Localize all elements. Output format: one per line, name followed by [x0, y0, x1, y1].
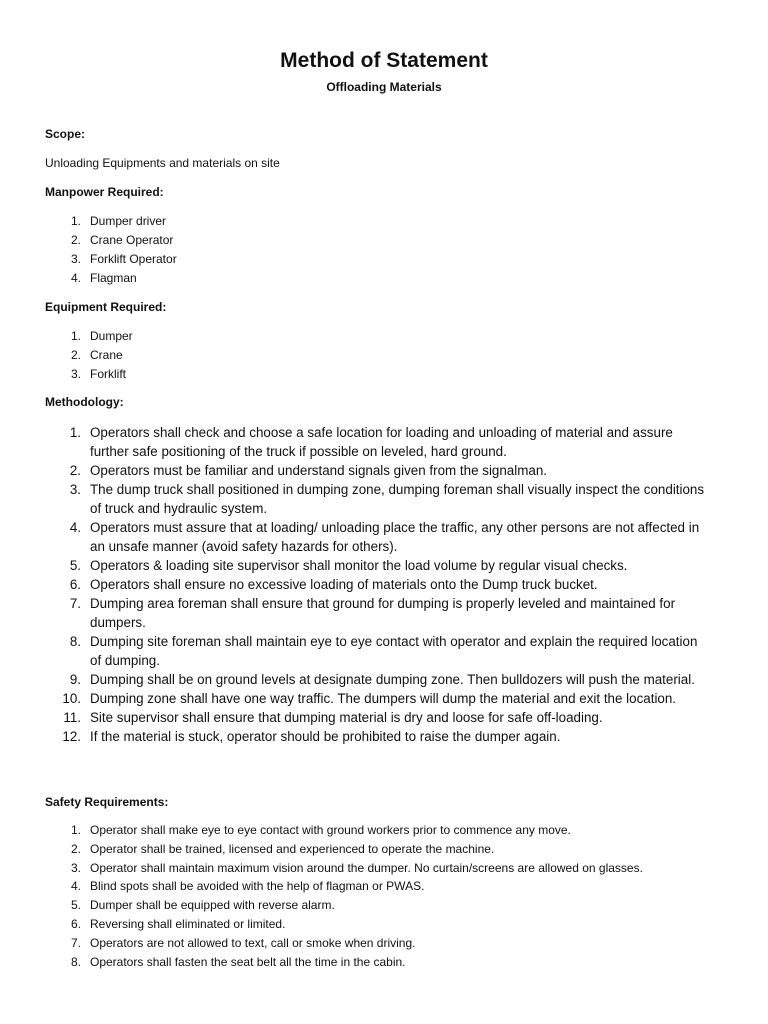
list-item: 8. Dumping site foreman shall maintain eye to eye contact with operator and explain the required location of dumping.	[69, 634, 698, 668]
list-item: 1. Dumper	[70, 329, 133, 343]
list-item: 4. Operators must assure that at loading/ unloading place the traffic, any other persons are not affected in an unsafe manner (avoid safety hazards for others).	[69, 520, 700, 554]
list-item: 7. Dumping area foreman shall ensure that ground for dumping is properly leveled and maintained for dumpers.	[69, 596, 676, 630]
document-subtitle: Offloading Materials	[326, 80, 442, 94]
methodology-heading: Methodology:	[45, 395, 124, 409]
list-item: 6. Reversing shall eliminated or limited.	[70, 916, 286, 931]
list-item: 1. Operator shall make eye to eye contact with ground workers prior to commence any move.	[70, 823, 571, 837]
list-item: 3. The dump truck shall positioned in dumping zone, dumping foreman shall visually inspect the conditions of truck and hydraulic system.	[69, 482, 705, 516]
list-item: 5. Operators & loading site supervisor shall monitor the load volume by regular visual checks.	[69, 558, 628, 573]
list-item: 8. Operators shall fasten the seat belt all the time in the cabin.	[70, 954, 406, 969]
list-item: 4. Blind spots shall be avoided with the help of flagman or PWAS.	[70, 879, 425, 894]
list-item: 4. Flagman	[70, 271, 137, 285]
list-item: 3. Forklift Operator	[70, 252, 177, 266]
scope-heading: Scope:	[45, 127, 86, 141]
list-item: 1. Operators shall check and choose a safe location for loading and unloading of material and assure further safe positioning of the truck if possible on leveled, hard ground.	[69, 425, 673, 459]
list-item: 6. Operators shall ensure no excessive loading of materials onto the Dump truck bucket.	[69, 577, 598, 592]
list-item: 12. If the material is stuck, operator should be prohibited to raise the dumper again.	[62, 729, 561, 744]
equipment-list	[0, 327, 768, 384]
list-item: 10. Dumping zone shall have one way traffic. The dumpers will dump the material and exit the location.	[62, 691, 677, 706]
list-item: 1. Dumper driver	[70, 214, 167, 228]
safety-heading: Safety Requirements:	[45, 795, 169, 809]
manpower-list	[0, 212, 768, 288]
document-title: Method of Statement	[280, 49, 488, 72]
list-item: 3. Operator shall maintain maximum vision around the dumper. No curtain/screens are allowed on glasses.	[70, 860, 643, 875]
list-item: 2. Operators must be familiar and understand signals given from the signalman.	[69, 463, 548, 478]
safety-list	[0, 821, 768, 971]
list-item: 2. Crane	[70, 348, 123, 362]
list-item: 3. Forklift	[70, 367, 126, 381]
list-item: 7. Operators are not allowed to text, call or smoke when driving.	[70, 935, 416, 950]
methodology-list	[0, 423, 768, 746]
list-item: 5. Dumper shall be equipped with reverse alarm.	[70, 898, 335, 913]
list-item: 2. Crane Operator	[70, 233, 174, 247]
scope-text: Unloading Equipments and materials on site	[45, 156, 280, 170]
equipment-heading: Equipment Required:	[45, 300, 167, 314]
list-item: 9. Dumping shall be on ground levels at designate dumping zone. Then bulldozers will push the material.	[69, 672, 695, 687]
manpower-heading: Manpower Required:	[45, 185, 164, 199]
list-item: 11. Site supervisor shall ensure that dumping material is dry and loose for safe off-loading.	[63, 710, 603, 725]
list-item: 2. Operator shall be trained, licensed and experienced to operate the machine.	[70, 841, 495, 856]
